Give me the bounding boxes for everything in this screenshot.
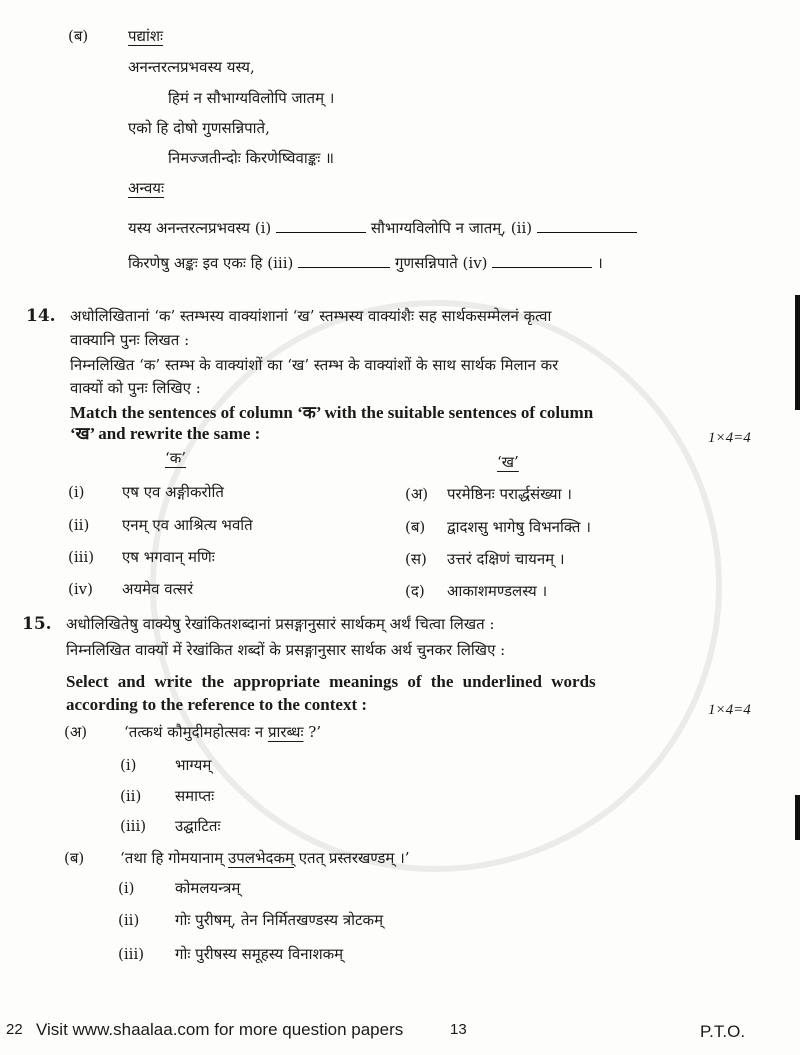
option-text: भाग्यम् [175,756,212,774]
verse-line: अनन्तरत्नप्रभवस्य यस्य, [128,58,255,76]
option-text: समाप्तः [175,787,215,805]
sentence-text: ‘तथा हि गोमयानाम् [120,849,224,867]
verse-line: निमज्जतीन्दोः किरणेष्विवाङ्कः ॥ [168,149,335,167]
option-text: गोः पुरीषम्, तेन निर्मितखण्डस्य त्रोटकम् [175,911,384,929]
part-label: (अ) [64,723,88,741]
blank-i[interactable] [276,220,366,233]
anvaya-text: । [597,254,603,272]
watermark-circle [150,300,722,872]
option-text: कोमलयन्त्रम् [175,879,241,897]
column-ka-item: एनम् एव आश्रित्य भवति [122,516,253,534]
instruction-hindi: निम्नलिखित ‘क’ स्तम्भ के वाक्यांशों का ‘ख’ स्तम्भ के वाक्यांशों के साथ सार्थक मिलान कर [70,356,559,374]
row-number: (iii) [68,548,95,566]
option-number: (ii) [120,787,142,805]
instruction-sanskrit: अधोलिखितेषु वाक्येषु रेखांकितशब्दानां प्रसङ्गानुसारं सार्थकम् अर्थं चित्वा लिखत : [66,615,495,633]
option-number: (i) [120,756,137,774]
verse-line: हिमं न सौभाग्यविलोपि जातम् । [168,89,335,107]
scan-edge-mark [795,295,800,410]
column-ka-item: एष एव अङ्गीकरोति [122,483,224,501]
column-kha-heading: ‘ख’ [497,453,519,471]
sentence-text: ?’ [308,723,322,741]
part-label: (ब) [68,27,89,45]
instruction-english: Match the sentences of column ‘क’ with the suitable sentences of column [70,403,594,422]
scan-edge-mark [795,795,800,840]
option-number: (i) [118,879,135,897]
instruction-hindi: वाक्यों को पुनः लिखिए : [70,379,201,397]
part-label: (ब) [64,849,85,867]
anvaya-line [128,218,637,238]
column-ka-heading: ‘क’ [165,449,187,467]
option-number: (iii) [120,817,147,835]
row-marker: (द) [405,582,425,600]
anvaya-text: किरणेषु अङ्कः इव एकः हि (iii) [128,254,294,272]
anvaya-line [128,253,603,273]
column-kha-item: आकाशमण्डलस्य । [447,582,548,600]
anvaya-text: यस्य अनन्तरत्नप्रभवस्य (i) [128,219,272,237]
instruction-english: according to the reference to the context : [66,695,368,714]
marks: 1×4=4 [708,430,751,446]
anvaya-text: सौभाग्यविलोपि न जातम्, (ii) [370,219,533,237]
anvaya-text: गुणसन्निपाते (iv) [394,254,488,272]
row-marker: (स) [405,550,427,568]
verse-line: एको हि दोषो गुणसन्निपाते, [128,119,270,137]
question-number: 14. [26,306,56,326]
row-number: (ii) [68,516,90,534]
instruction-sanskrit: अधोलिखितानां ‘क’ स्तम्भस्य वाक्यांशानां ‘ख’ स्तम्भस्य वाक्यांशैः सह सार्थकसम्मेलनं कृत्वा [70,307,552,325]
pto-label: P.T.O. [700,1022,746,1041]
blank-iii[interactable] [298,255,390,268]
instruction-hindi: निम्नलिखित वाक्यों में रेखांकित शब्दों के प्रसङ्गानुसार सार्थक अर्थ चुनकर लिखिए : [66,641,506,659]
underlined-word: उपलभेदकम् [228,849,294,867]
underlined-word: प्रारब्धः [267,723,304,741]
instruction-sanskrit: वाक्यानि पुनः लिखत : [70,331,190,349]
column-ka-item: अयमेव वत्सरं [122,580,194,598]
page-number: 13 [450,1021,467,1038]
section-heading: पद्यांशः [128,27,164,45]
anvaya-heading: अन्वयः [128,179,165,197]
column-ka-item: एष भगवान् मणिः [122,548,215,566]
blank-iv[interactable] [492,255,592,268]
row-marker: (अ) [405,485,429,503]
marks: 1×4=4 [708,702,751,718]
part-sentence [120,848,410,868]
instruction-english: ‘ख’ and rewrite the same : [70,424,261,443]
option-number: (iii) [118,945,145,963]
option-text: गोः पुरीषस्य समूहस्य विनाशकम् [175,945,344,963]
option-number: (ii) [118,911,140,929]
row-number: (iv) [68,580,93,598]
sentence-text: एतत् प्रस्तरखण्डम् ।’ [298,849,410,867]
question-number: 15. [22,614,52,634]
visit-link[interactable]: Visit www.shaalaa.com for more question papers [36,1020,404,1039]
blank-ii[interactable] [537,220,637,233]
option-text: उद्घाटितः [175,817,221,835]
row-number: (i) [68,483,85,501]
column-kha-item: उत्तरं दक्षिणं चायनम् । [447,550,565,568]
paper-code: 22 [6,1021,23,1038]
column-kha-item: द्वादशसु भागेषु विभनक्ति । [447,518,591,536]
instruction-english: Select and write the appropriate meanings of the underlined words [66,672,596,691]
row-marker: (ब) [405,518,426,536]
part-sentence [124,722,321,742]
column-kha-item: परमेष्ठिनः परार्द्धसंख्या । [447,485,572,503]
sentence-text: ‘तत्कथं कौमुदीमहोत्सवः न [124,723,264,741]
